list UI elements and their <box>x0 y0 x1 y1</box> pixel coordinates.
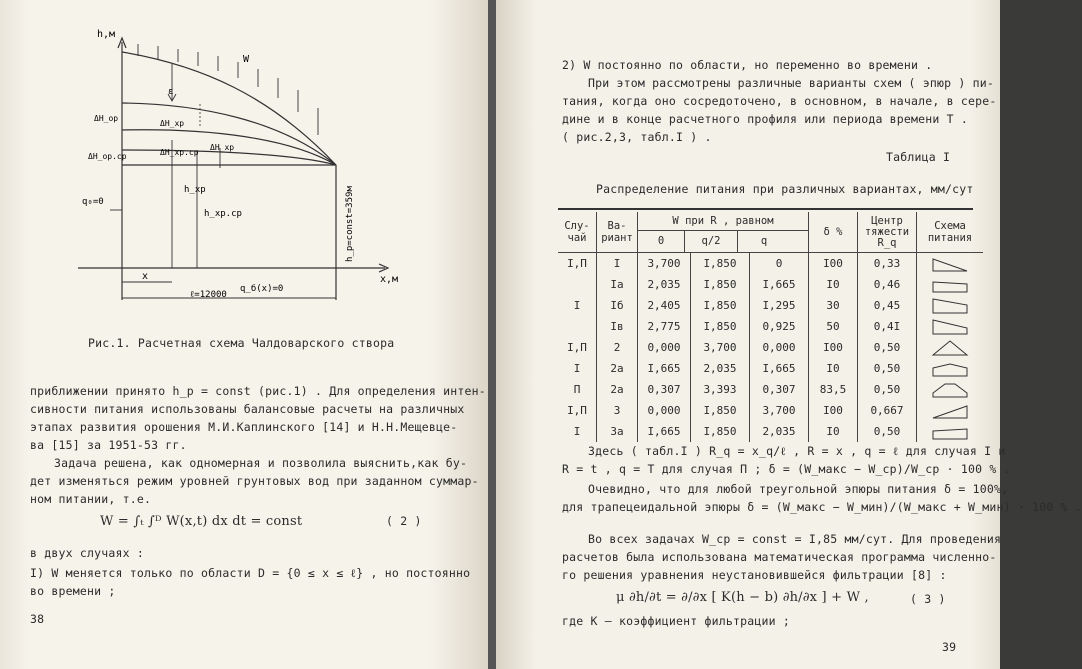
scheme-trap-mid-icon <box>931 297 969 315</box>
cell-c-half: I,850 <box>691 400 750 421</box>
cell-center: 0,50 <box>858 379 917 400</box>
cell-c-q: 0,000 <box>750 337 809 358</box>
table-row <box>558 337 983 358</box>
cell-c0: I,665 <box>638 421 691 442</box>
table-row <box>558 400 983 421</box>
right-para2-line3: го решения уравнения неустановившейся фильтрации [8] : <box>562 568 947 582</box>
scheme-pent-high-icon <box>931 381 969 399</box>
left-para1-line2: сивности питания использованы балансовые расчеты на различных <box>30 402 465 416</box>
equation-2-number: ( 2 ) <box>386 514 422 528</box>
eps-label: ε <box>168 87 174 97</box>
cell-delta: 50 <box>809 316 858 337</box>
axis-h-label: h,м <box>97 29 116 40</box>
cell-case: I <box>558 358 597 379</box>
scheme-tri-right-low-icon <box>931 255 969 273</box>
distribution-table <box>558 212 983 442</box>
cell-c0: 0,307 <box>638 379 691 400</box>
h-xp-sr-label: h_xp.ср <box>204 209 242 219</box>
scheme-tri-center-icon <box>931 339 969 357</box>
cell-c-q: I,295 <box>750 295 809 316</box>
cell-delta: I00 <box>809 337 858 358</box>
cell-c0: 0,000 <box>638 337 691 358</box>
right-para2-line1: Во всех задачах W_ср = const = I,85 мм/сут. Для проведения <box>588 532 1002 546</box>
cell-scheme <box>917 274 984 295</box>
table-row <box>558 421 983 442</box>
cell-case: I <box>558 295 597 316</box>
cell-scheme <box>917 379 984 400</box>
col-center-header: Центр тяжести R_q <box>858 212 917 253</box>
cell-c0: 3,700 <box>638 253 691 275</box>
cell-case: I,П <box>558 337 597 358</box>
h-xp-label: h_xp <box>184 185 206 195</box>
cell-c0: 0,000 <box>638 400 691 421</box>
cell-delta: I00 <box>809 400 858 421</box>
cell-delta: I0 <box>809 421 858 442</box>
equation-2: W = ∫ₜ ∫ᴰ W(x,t) dx dt = const <box>100 514 303 529</box>
right-para1-line3: тания, когда оно сосредоточено, в основном, в начале, в сере- <box>562 94 997 108</box>
page-number-right: 39 <box>942 640 957 654</box>
cell-c-half: I,850 <box>691 253 750 275</box>
figure-1-diagram <box>0 0 488 330</box>
cell-center: 0,4I <box>858 316 917 337</box>
note-line1: Здесь ( табл.I ) R_q = x_q/ℓ , R = x , q = ℓ для случая I и <box>588 444 1006 458</box>
dh-xp-label: ΔH_xp <box>160 119 185 128</box>
dh-xp2-label: ΔH_xp <box>210 143 235 152</box>
cell-case <box>558 316 597 337</box>
cell-c-half: I,850 <box>691 295 750 316</box>
right-para2-line2: расчетов была использована математическая программа численно- <box>562 550 997 564</box>
cell-c-half: I,850 <box>691 316 750 337</box>
right-para1-line2: При этом рассмотрены различные варианты схем ( эпюр ) пи- <box>588 76 995 90</box>
qb-label: q_б(x)=0 <box>240 284 284 294</box>
note-line4: для трапецеидальной эпюры δ = (W_макс − W_мин)/(W_макс + W_мин) · 100 % . <box>562 500 1082 514</box>
left-para2-line1: Задача решена, как одномерная и позволила выяснить,как бу- <box>54 456 468 470</box>
cell-variant: 2а <box>597 358 638 379</box>
cell-delta: 30 <box>809 295 858 316</box>
table-row <box>558 358 983 379</box>
dh-op-sr-label: ΔH_op.ср <box>88 152 127 161</box>
cell-variant: Iа <box>597 274 638 295</box>
table-title: Распределение питания при различных вариантах, мм/сут <box>596 182 974 196</box>
x-label: x <box>142 271 149 282</box>
col-delta-header: δ % <box>809 212 858 253</box>
col-case-header: Слу- чай <box>558 212 597 253</box>
axis-x-label: x,м <box>380 274 399 285</box>
cell-scheme <box>917 316 984 337</box>
scheme-trap-rev-icon <box>931 423 969 441</box>
cell-c0: 2,775 <box>638 316 691 337</box>
cell-center: 0,33 <box>858 253 917 275</box>
col-half-header: q/2 <box>685 231 738 252</box>
cell-c-half: 2,035 <box>691 358 750 379</box>
cell-c-q: 0 <box>750 253 809 275</box>
cell-center: 0,45 <box>858 295 917 316</box>
cell-variant: I <box>597 253 638 275</box>
cell-case: I <box>558 421 597 442</box>
w-group-header: W при R , равном <box>638 212 808 231</box>
l-label: ℓ=12000 <box>190 290 227 300</box>
left-para4-line1: I) W меняется только по области D = {0 ≤ x ≤ ℓ} , но постоянно <box>30 566 471 580</box>
table-row <box>558 295 983 316</box>
table-row <box>558 253 983 275</box>
cell-delta: 83,5 <box>809 379 858 400</box>
right-para3: где K – коэффициент фильтрации ; <box>562 614 790 628</box>
cell-c0: 2,035 <box>638 274 691 295</box>
page-38 <box>0 0 488 669</box>
q0-label: q₀=0 <box>82 197 104 207</box>
cell-variant: Iв <box>597 316 638 337</box>
cell-variant: 3 <box>597 400 638 421</box>
left-para2-line3: ном питании, т.е. <box>30 492 152 506</box>
cell-delta: I00 <box>809 253 858 275</box>
left-para1-line3: этапах развития орошения М.И.Каплинского [14] и Н.Н.Мещевце- <box>30 420 458 434</box>
table-row <box>558 316 983 337</box>
table-row <box>558 379 983 400</box>
col-scheme-header: Схема питания <box>917 212 984 253</box>
table-header-row <box>558 212 983 253</box>
cell-case: I,П <box>558 400 597 421</box>
scheme-pent-low-icon <box>931 360 969 378</box>
cell-c-half: I,850 <box>691 421 750 442</box>
cell-scheme <box>917 295 984 316</box>
left-para3: в двух случаях : <box>30 546 144 560</box>
left-para1-line4: ва [15] за 1951-53 гг. <box>30 438 187 452</box>
left-para2-line2: дет изменяться режим уровней грунтовых вод при заданном суммар- <box>30 474 479 488</box>
table-row <box>558 274 983 295</box>
scheme-trap-slight-icon <box>931 276 969 294</box>
col-w-group <box>638 212 809 253</box>
dh-op-label: ΔH_op <box>94 114 119 123</box>
equation-3: μ ∂h/∂t = ∂/∂x [ K(h − b) ∂h/∂x ] + W , <box>616 590 869 605</box>
cell-scheme <box>917 337 984 358</box>
cell-variant: Iб <box>597 295 638 316</box>
scheme-tri-left-low-icon <box>931 402 969 420</box>
cell-c-half: 3,700 <box>691 337 750 358</box>
cell-center: 0,50 <box>858 358 917 379</box>
figure-caption: Рис.1. Расчетная схема Чалдоварского створа <box>88 336 395 350</box>
cell-center: 0,50 <box>858 337 917 358</box>
cell-scheme <box>917 253 984 275</box>
dh-xp-sr-label: ΔH_xp.ср <box>160 148 199 157</box>
right-para1-line5: ( рис.2,3, табл.I ) . <box>562 130 712 144</box>
cell-center: 0,50 <box>858 421 917 442</box>
cell-center: 0,46 <box>858 274 917 295</box>
cell-scheme <box>917 400 984 421</box>
cell-variant: 2 <box>597 337 638 358</box>
hp-label: h_p=const=359м <box>345 186 355 262</box>
cell-delta: I0 <box>809 274 858 295</box>
table-top-rule <box>558 208 973 210</box>
cell-case: П <box>558 379 597 400</box>
col-q-header: q <box>760 235 768 247</box>
scheme-trap-steep-icon <box>931 318 969 336</box>
cell-c-q: 3,700 <box>750 400 809 421</box>
cell-scheme <box>917 421 984 442</box>
cell-c-q: I,665 <box>750 358 809 379</box>
cell-c-q: 0,307 <box>750 379 809 400</box>
col-0-header: 0 <box>638 231 685 252</box>
cell-c-half: I,850 <box>691 274 750 295</box>
cell-c-q: 2,035 <box>750 421 809 442</box>
curve-op-sr <box>122 150 336 165</box>
cell-c0: 2,405 <box>638 295 691 316</box>
left-para4-line2: во времени ; <box>30 584 116 598</box>
note-line3: Очевидно, что для любой треугольной эпюры питания δ = 100%, <box>588 482 1009 496</box>
cell-c-q: 0,925 <box>750 316 809 337</box>
col-variant-header: Ва- риант <box>597 212 638 253</box>
cell-delta: I0 <box>809 358 858 379</box>
cell-c-q: I,665 <box>750 274 809 295</box>
page-number-left: 38 <box>30 612 45 626</box>
left-para1-line1: приближении принято h_p = const (рис.1) . Для определения интен- <box>30 384 486 398</box>
page-39 <box>496 0 1082 669</box>
table-label: Таблица I <box>886 150 951 164</box>
right-para1-line1: 2) W постоянно по области, но переменно во времени . <box>562 58 933 72</box>
cell-variant: 3а <box>597 421 638 442</box>
cell-center: 0,667 <box>858 400 917 421</box>
book-gutter <box>488 0 496 669</box>
equation-3-number: ( 3 ) <box>910 592 946 606</box>
cell-c0: I,665 <box>638 358 691 379</box>
cell-scheme <box>917 358 984 379</box>
cell-variant: 2а <box>597 379 638 400</box>
cell-c-half: 3,393 <box>691 379 750 400</box>
cell-case: I,П <box>558 253 597 275</box>
note-line2: R = t , q = T для случая П ; δ = (W_макс − W_ср)/W_ср · 100 % . <box>562 462 1011 476</box>
w-label: W <box>243 54 250 65</box>
cell-case <box>558 274 597 295</box>
right-para1-line4: дине и в конце расчетного профиля или периода времени T . <box>562 112 969 126</box>
